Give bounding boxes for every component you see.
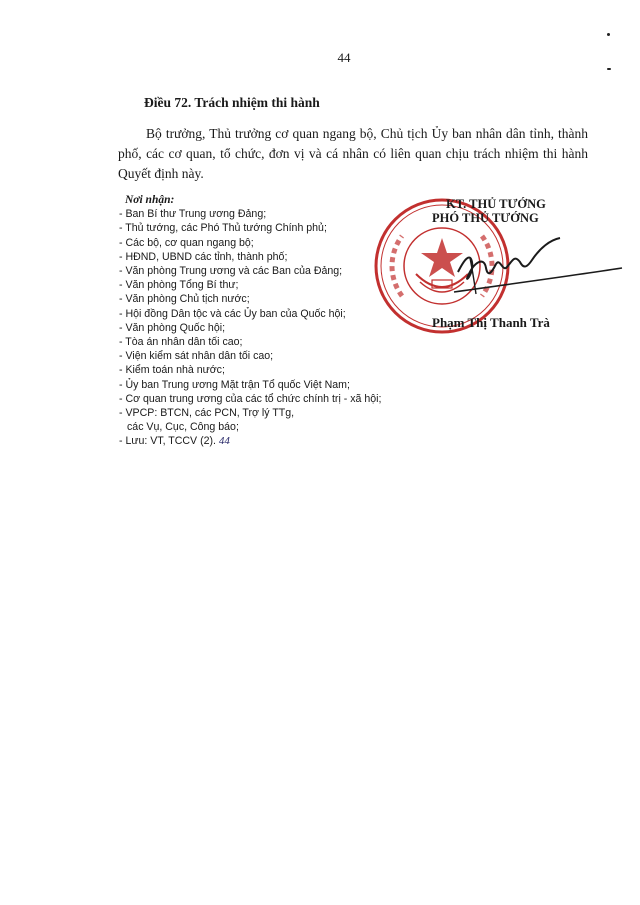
article-heading: Điều 72. Trách nhiệm thi hành (144, 95, 320, 110)
article-body: Bộ trưởng, Thủ trưởng cơ quan ngang bộ, Chủ tịch Ủy ban nhân dân tỉnh, thành phố, các cơ quan, tổ chức, đơn vị và cá nhân có liên quan chịu trách nhiệm thi hành Quyết định này. (118, 126, 588, 181)
recipient-item: - Văn phòng Tổng Bí thư; (119, 279, 239, 292)
recipient-item: - Ủy ban Trung ương Mặt trận Tổ quốc Việt Nam; (119, 378, 350, 391)
recipient-item (119, 434, 419, 448)
recipient-item-text: - Lưu: VT, TCCV (2). (119, 435, 216, 448)
recipient-item: - Viện kiểm sát nhân dân tối cao; (119, 350, 274, 363)
signer-title-line2: PHÓ THỦ TƯỚNG (432, 211, 539, 225)
recipient-item: - VPCP: BTCN, các PCN, Trợ lý TTg, (119, 407, 295, 420)
handwritten-signature-icon (450, 232, 625, 302)
recipient-item: - Hội đồng Dân tộc và các Ủy ban của Quốc hội; (119, 307, 346, 320)
signer-title-line1: KT. THỦ TƯỚNG (446, 197, 546, 211)
scan-dot-top (607, 33, 610, 36)
recipient-item: - Văn phòng Trung ương và các Ban của Đảng; (119, 265, 343, 278)
signature-block (360, 190, 630, 370)
recipient-item: - Tòa án nhân dân tối cao; (119, 336, 243, 349)
recipient-item: - Văn phòng Quốc hội; (119, 321, 226, 334)
recipient-item: - Kiểm toán nhà nước; (119, 364, 225, 377)
recipient-item: - Văn phòng Chủ tịch nước; (119, 293, 250, 306)
recipient-item: - Cơ quan trung ương của các tổ chức chính trị - xã hội; (119, 392, 382, 405)
recipient-item: - HĐND, UBND các tỉnh, thành phố; (119, 250, 288, 263)
recipient-item: - Ban Bí thư Trung ương Đảng; (119, 208, 267, 221)
signer-name: Phạm Thị Thanh Trà (432, 315, 550, 330)
scan-dot-mid (607, 68, 611, 70)
recipients-title: Nơi nhận: (125, 194, 175, 206)
recipient-item: các Vụ, Cục, Công báo; (127, 421, 239, 434)
handwritten-initials: 44 (218, 435, 230, 448)
page-number: 44 (337, 50, 351, 65)
recipient-item: - Thủ tướng, các Phó Thủ tướng Chính phủ; (119, 222, 327, 235)
recipient-item: - Các bộ, cơ quan ngang bộ; (119, 236, 254, 249)
